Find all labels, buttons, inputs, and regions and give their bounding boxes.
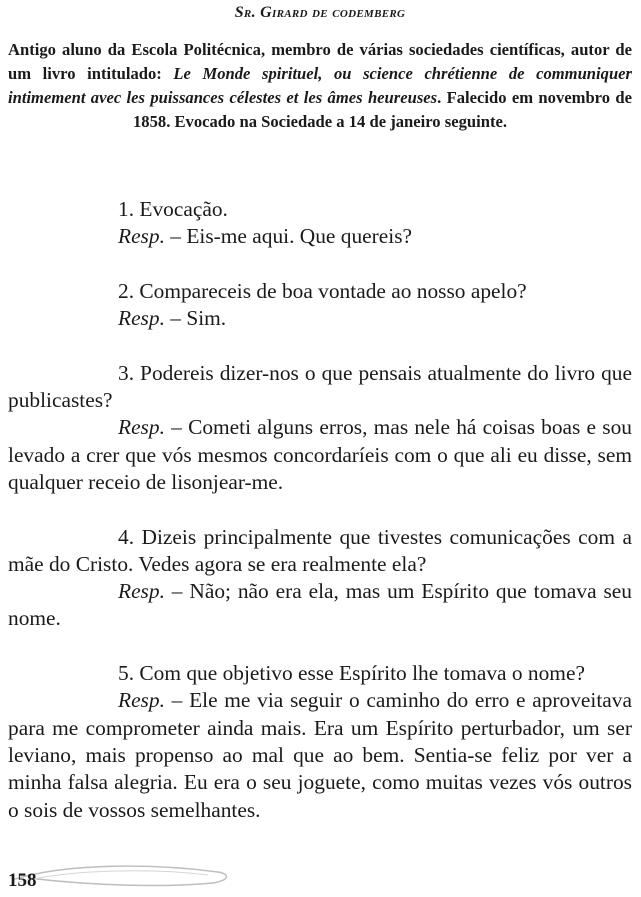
resp-label: Resp. xyxy=(118,415,165,440)
qa-block xyxy=(8,196,632,251)
resp-label: Resp. xyxy=(118,224,165,249)
running-head: Sr. Girard de codemberg xyxy=(234,4,406,21)
question: 2. Compareceis de boa vontade ao nosso apelo? xyxy=(118,278,527,303)
intro-text-start: Antigo aluno da Escola Politécnica, membro de várias sociedades científicas, autor de um livro intitulado: xyxy=(8,40,632,83)
question: 5. Com que objetivo esse Espírito lhe tomava o nome? xyxy=(118,661,585,686)
dialogue-body xyxy=(8,196,632,851)
answer-text: – Cometi alguns erros, mas nele há coisas boas e sou levado a crer que vós mesmos concordaríeis com o que ali eu disse, sem qualquer receio de lisonjear-me. xyxy=(8,415,632,494)
resp-label: Resp. xyxy=(118,579,165,604)
answer-text: – Ele me via seguir o caminho do erro e aproveitava para me comprometer ainda mais. Era um Espírito perturbador, um ser leviano, mais propenso ao mal que ao bem. Sentia-se feliz por ver a minha falsa alegria. Eu era o seu joguete, como muitas vezes vós outros o sois de vossos semelhantes. xyxy=(8,688,632,822)
book-title: Le Monde spirituel, ou science chrétienne de communiquer intimement avec les puissances célestes et les âmes heureuses xyxy=(8,64,632,107)
answer-text: – Eis-me aqui. Que quereis? xyxy=(164,224,413,249)
intro-text-end: . Falecido em novembro de 1858. Evocado na Sociedade a 14 de janeiro seguinte. xyxy=(133,88,632,131)
answer-text: – Sim. xyxy=(164,306,227,331)
answer xyxy=(8,223,632,250)
resp-label: Resp. xyxy=(118,306,165,331)
qa-block xyxy=(8,360,632,496)
book-page xyxy=(8,0,632,897)
question: 3. Podereis dizer-nos o que pensais atualmente do livro que publicastes? xyxy=(8,360,632,413)
swoosh-ornament-icon xyxy=(8,858,238,888)
answer xyxy=(8,414,632,496)
qa-block xyxy=(8,524,632,633)
question: 1. Evocação. xyxy=(118,197,228,221)
question: 4. Dizeis principalmente que tivestes comunicações com a mãe do Cristo. Vedes agora se era realmente ela? xyxy=(8,524,632,576)
answer xyxy=(8,578,632,633)
answer-text: – Não; não era ela, mas um Espírito que tomava seu nome. xyxy=(8,579,632,631)
resp-label: Resp. xyxy=(118,688,165,713)
answer xyxy=(8,687,632,823)
qa-block xyxy=(8,660,632,824)
page-number: 158 xyxy=(8,870,37,891)
intro-paragraph xyxy=(8,38,632,134)
answer xyxy=(8,305,632,332)
qa-block xyxy=(8,278,632,333)
